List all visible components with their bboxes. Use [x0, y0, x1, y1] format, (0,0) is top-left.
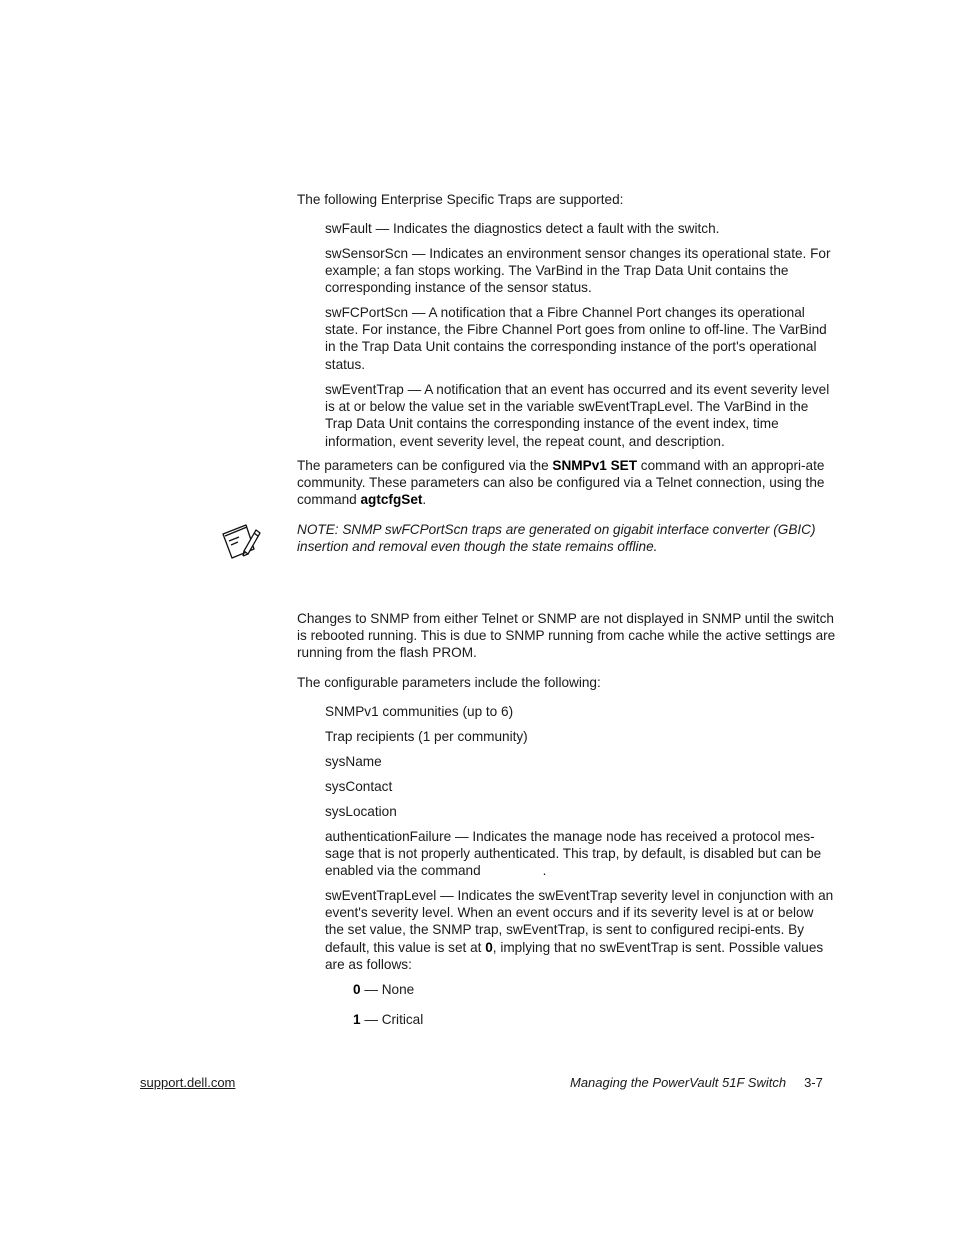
level-number: 1 — [353, 1012, 361, 1027]
event-level-default: 0 — [485, 939, 493, 955]
note-pencil-icon — [220, 521, 262, 561]
configurable-intro: The configurable parameters include the following: — [297, 675, 601, 690]
trap-swsensorscn: swSensorScn — Indicates an environment sensor changes its operational state. For example; a fan stops working. The VarBind in the Trap Data Unit contains the corresponding instance of the sensor status. — [325, 246, 831, 296]
param-syslocation: sysLocation — [325, 804, 397, 819]
trap-swfcportscn: swFCPortScn — A notification that a Fibre Channel Port changes its operational state. For instance, the Fibre Channel Port goes from online to off-line. The VarBind in the Trap Data Unit contains the corresponding instance of the port's operational status. — [325, 305, 827, 372]
config-text-1: The parameters can be configured via the — [297, 458, 553, 473]
changes-paragraph: Changes to SNMP from either Telnet or SNMP are not displayed in SNMP until the switch is rebooted running. This is due to SNMP running from cache while the active settings are running from the flash PROM. — [297, 611, 836, 661]
config-paragraph — [297, 457, 837, 509]
param-sysname: sysName — [325, 754, 382, 769]
level-item-critical — [353, 1011, 833, 1028]
chapter-title: Managing the PowerVault 51F Switch — [570, 1075, 787, 1090]
note-text: NOTE: SNMP swFCPortScn traps are generated on gigabit interface converter (GBIC) insertion and removal even though the state remains offline. — [297, 522, 816, 555]
auth-failure-text: authenticationFailure — Indicates the manage node has received a protocol mes-sage that is not properly authenticated. This trap, by default, is disabled but can be enabled via the command — [325, 829, 822, 879]
support-link[interactable]: support.dell.com — [140, 1075, 236, 1090]
auth-failure-end: . — [542, 863, 547, 879]
param-syscontact: sysContact — [325, 779, 393, 794]
snmpv1-set-command: SNMPv1 SET — [552, 458, 638, 473]
config-text-2: command with an appropri-ate community. These parameters can also be configured via a Telnet connection, using the command — [297, 458, 825, 508]
config-text-3: . — [422, 492, 427, 508]
trap-sweventtrap: swEventTrap — A notification that an event has occurred and its event severity level is at or below the value set in the variable swEventTrapLevel. The VarBind in the Trap Data Unit contains the corresponding instance of the event index, time information, event severity level, the repeat count, and description. — [325, 382, 830, 449]
level-label: — Critical — [360, 1012, 424, 1027]
event-level-text-2: , implying that no swEventTrap is sent. Possible values are as follows: — [325, 939, 824, 972]
trap-swfault: swFault — Indicates the diagnostics detect a fault with the switch. — [325, 221, 720, 236]
event-level-paragraph — [325, 887, 835, 973]
intro-text: The following Enterprise Specific Traps are supported: — [297, 192, 624, 207]
auth-failure-paragraph — [325, 828, 835, 880]
param-communities: SNMPv1 communities (up to 6) — [325, 704, 514, 719]
level-item-none — [353, 981, 833, 998]
level-number: 0 — [353, 982, 361, 997]
event-level-text-1: swEventTrapLevel — Indicates the swEventTrap severity level in conjunction with an event's severity level. When an event occurs and if its severity level is at or below the set value, the SNMP trap, swEventTrap, is sent to configured recipi-ents. By default, this value is set at — [325, 888, 834, 955]
param-trap-recipients: Trap recipients (1 per community) — [325, 729, 528, 744]
level-label: — None — [360, 982, 415, 997]
page-number: 3-7 — [804, 1075, 823, 1090]
running-footer — [570, 1074, 823, 1091]
agtcfgset-command: agtcfgSet — [360, 492, 423, 508]
